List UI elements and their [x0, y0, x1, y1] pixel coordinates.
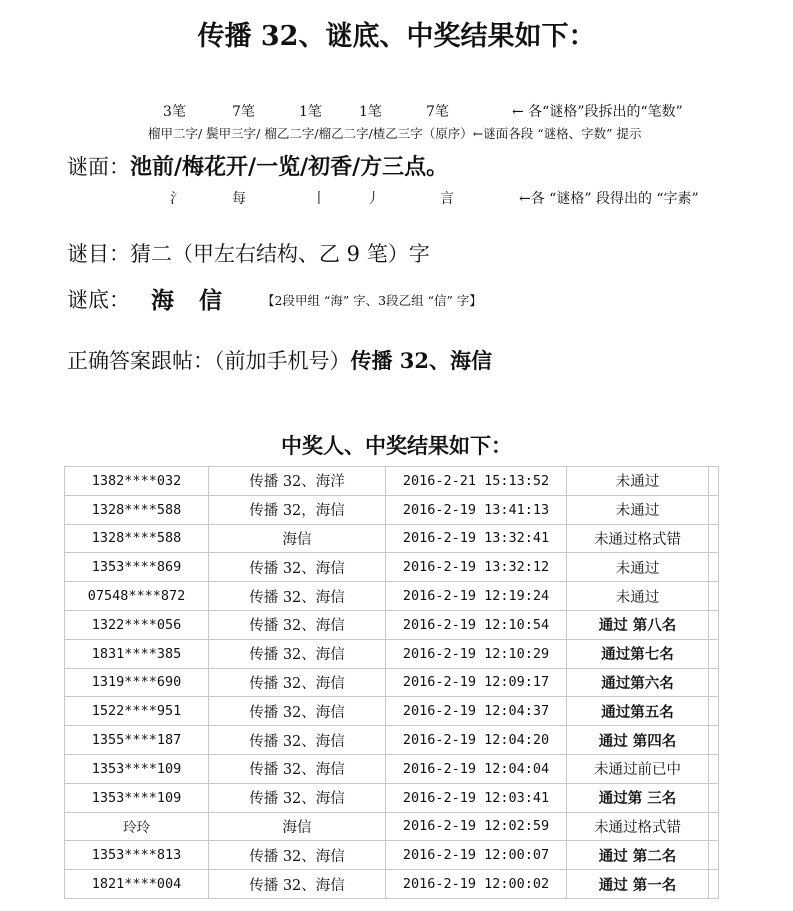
time-cell: 2016-2-19 12:04:20: [386, 726, 567, 755]
time-cell: 2016-2-19 12:10:29: [386, 639, 567, 668]
table-row: [65, 639, 719, 668]
table-row: [65, 610, 719, 639]
table-row: [65, 495, 719, 524]
reply-cell: 传播 32、海信: [209, 668, 386, 697]
empty-cell: [709, 870, 719, 899]
stroke-count-4: 1笔: [359, 104, 382, 120]
result-cell: 未通过格式错: [567, 812, 709, 841]
table-row: [65, 870, 719, 899]
reply-cell: 传播 32、海洋: [209, 467, 386, 496]
reply-cell: 传播 32、海信: [209, 553, 386, 582]
result-cell: 未通过: [567, 495, 709, 524]
result-cell: 未通过格式错: [567, 524, 709, 553]
result-cell: 通过第 三名: [567, 783, 709, 812]
reply-cell: 传播 32、海信: [209, 639, 386, 668]
reply-cell: 传播 32、海信: [209, 582, 386, 611]
result-cell: 通过 第二名: [567, 841, 709, 870]
time-cell: 2016-2-19 12:00:07: [386, 841, 567, 870]
phone-cell: 1821****004: [65, 870, 209, 899]
phone-cell: 1322****056: [65, 610, 209, 639]
page-title: 传播 32、谜底、中奖结果如下：: [197, 21, 596, 52]
empty-cell: [709, 783, 719, 812]
result-cell: 未通过: [567, 582, 709, 611]
time-cell: 2016-2-21 15:13:52: [386, 467, 567, 496]
table-row: [65, 783, 719, 812]
element-1: 氵: [170, 191, 184, 207]
time-cell: 2016-2-19 13:32:41: [386, 524, 567, 553]
answer-char-2: 信: [199, 287, 222, 314]
reply-cell: 传播 32、海信: [209, 754, 386, 783]
correct-reply: [67, 345, 492, 375]
stroke-count-1: 3笔: [163, 104, 186, 120]
correct-reply-value: 传播 32、海信: [350, 348, 493, 373]
reply-cell: 传播 32、海信: [209, 697, 386, 726]
phone-cell: 1355****187: [65, 726, 209, 755]
reply-cell: 传播 32、海信: [209, 610, 386, 639]
phone-cell: 1328****588: [65, 524, 209, 553]
result-cell: 通过第五名: [567, 697, 709, 726]
phone-cell: 1831****385: [65, 639, 209, 668]
empty-cell: [709, 697, 719, 726]
empty-cell: [709, 495, 719, 524]
empty-cell: [709, 582, 719, 611]
result-cell: 通过 第四名: [567, 726, 709, 755]
phone-cell: 1319****690: [65, 668, 209, 697]
phone-cell: 玲玲: [65, 812, 209, 841]
empty-cell: [709, 812, 719, 841]
stroke-count-5: 7笔: [426, 104, 449, 120]
correct-reply-label: 正确答案跟帖：（前加手机号）: [67, 349, 351, 373]
time-cell: 2016-2-19 12:00:02: [386, 870, 567, 899]
empty-cell: [709, 668, 719, 697]
stroke-count-note: ← 各“谜格”段拆出的“笔数”: [512, 104, 683, 120]
phone-cell: 07548****872: [65, 582, 209, 611]
reply-cell: 传播 32、海信: [209, 726, 386, 755]
results-table: [64, 466, 719, 899]
time-cell: 2016-2-19 12:19:24: [386, 582, 567, 611]
reply-cell: 海信: [209, 812, 386, 841]
empty-cell: [709, 524, 719, 553]
answer-note: 【2段甲组 “海” 字、3段乙组 “信” 字】: [262, 293, 482, 308]
empty-cell: [709, 726, 719, 755]
result-cell: 通过第六名: [567, 668, 709, 697]
table-row: [65, 841, 719, 870]
empty-cell: [709, 841, 719, 870]
phone-cell: 1522****951: [65, 697, 209, 726]
empty-cell: [709, 467, 719, 496]
stroke-count-3: 1笔: [299, 104, 322, 120]
reply-cell: 传播 32、海信: [209, 783, 386, 812]
phone-cell: 1353****109: [65, 754, 209, 783]
answer-label: 谜底：: [67, 288, 130, 312]
table-row: [65, 726, 719, 755]
phone-cell: 1382****032: [65, 467, 209, 496]
format-hint: 榴甲二字/ 鬓甲三字/ 榴乙二字/榴乙二字/楂乙三字（原序）←谜面各段 “谜格、字数” 提示: [148, 126, 642, 141]
result-cell: 未通过: [567, 467, 709, 496]
element-3: 丨: [312, 191, 326, 207]
time-cell: 2016-2-19 12:04:04: [386, 754, 567, 783]
table-row: [65, 697, 719, 726]
table-row: [65, 668, 719, 697]
riddle-face-label: 谜面：: [67, 155, 130, 179]
answer-char-1: 海: [151, 287, 174, 314]
empty-cell: [709, 754, 719, 783]
reply-cell: 海信: [209, 524, 386, 553]
result-cell: 未通过: [567, 553, 709, 582]
time-cell: 2016-2-19 12:04:37: [386, 697, 567, 726]
time-cell: 2016-2-19 13:32:12: [386, 553, 567, 582]
reply-cell: 传播 32、海信: [209, 870, 386, 899]
empty-cell: [709, 610, 719, 639]
riddle-face: [67, 150, 448, 181]
table-row: [65, 524, 719, 553]
phone-cell: 1328****588: [65, 495, 209, 524]
time-cell: 2016-2-19 12:09:17: [386, 668, 567, 697]
time-cell: 2016-2-19 13:41:13: [386, 495, 567, 524]
reply-cell: 传播 32，海信: [209, 495, 386, 524]
reply-cell: 传播 32、海信: [209, 841, 386, 870]
element-2: 每: [232, 191, 246, 207]
time-cell: 2016-2-19 12:03:41: [386, 783, 567, 812]
time-cell: 2016-2-19 12:02:59: [386, 812, 567, 841]
stroke-count-2: 7笔: [232, 104, 255, 120]
phone-cell: 1353****109: [65, 783, 209, 812]
table-row: [65, 582, 719, 611]
empty-cell: [709, 639, 719, 668]
element-5: 言: [440, 191, 454, 207]
phone-cell: 1353****869: [65, 553, 209, 582]
table-row: [65, 754, 719, 783]
riddle-target: 谜目：猜二（甲左右结构、乙 9 笔）字: [67, 242, 430, 266]
riddle-face-text: 池前/梅花开/一览/初香/方三点。: [130, 154, 449, 180]
result-cell: 通过 第八名: [567, 610, 709, 639]
element-4: 丿: [366, 191, 380, 207]
time-cell: 2016-2-19 12:10:54: [386, 610, 567, 639]
table-row: [65, 553, 719, 582]
table-row: [65, 812, 719, 841]
result-cell: 未通过前已中: [567, 754, 709, 783]
table-row: [65, 467, 719, 496]
result-cell: 通过 第一名: [567, 870, 709, 899]
elements-note: ←各 “谜格” 段得出的 “字素”: [519, 191, 699, 207]
phone-cell: 1353****813: [65, 841, 209, 870]
empty-cell: [709, 553, 719, 582]
results-title: 中奖人、中奖结果如下：: [281, 433, 512, 458]
result-cell: 通过第七名: [567, 639, 709, 668]
